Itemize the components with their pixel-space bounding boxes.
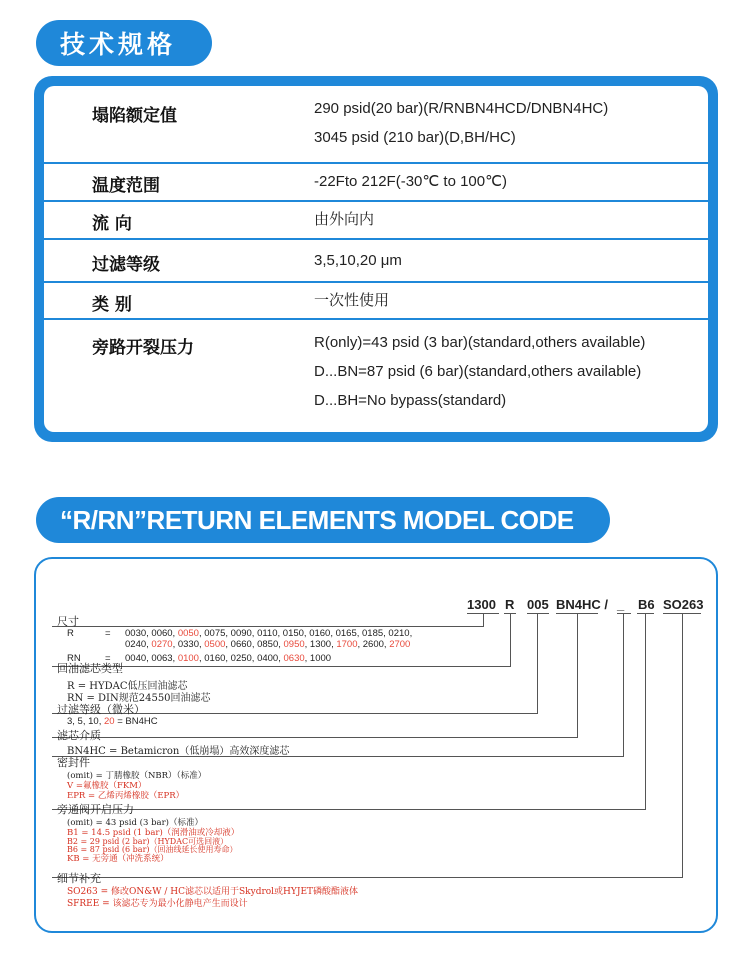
size-title: 尺寸 [57,615,79,628]
spec-label: 过滤等级 [92,255,160,275]
spec-label: 温度范围 [92,176,160,196]
connector-line [52,626,484,627]
spec-values [314,246,402,275]
size-rn-line: 0040, 0063, 0100, 0160, 0250, 0400, 0630, 1000 [125,653,332,664]
detail-sfree: SFREE = 该滤芯专为最小化静电产生而设计 [67,899,248,909]
code-underline [617,613,631,614]
spec-value: R(only)=43 psid (3 bar)(standard,others available) [314,334,646,351]
bypass-kb: KB = 无旁通（冲洗系统） [67,854,169,864]
spec-value: 由外向内 [314,211,375,228]
type-r: R = HYDAC低压回油滤芯 [67,681,188,692]
spec-values [314,286,389,315]
grade-line: 3, 5, 10, 20 = BN4HC [67,716,158,727]
equals-sign: = [105,653,111,664]
connector-line [682,613,683,877]
bypass-title: 旁通阀开启压力 [57,803,134,816]
spec-row-collapse-rating [44,86,708,162]
media-title: 滤芯介质 [57,729,101,742]
spec-values [314,94,608,152]
connector-line [623,613,624,756]
code-detail: SO263 [663,597,704,612]
seal-epr: EPR = 乙烯丙烯橡胶（EPR） [67,791,185,801]
grade-title: 过滤等级（微米） [57,703,145,716]
media-line: BN4HC = Betamicron（低崩塌）高效深度滤芯 [67,746,290,757]
code-media: BN4HC / [556,597,609,612]
type-rn: RN = DIN规范24550回油滤芯 [67,693,211,704]
detail-so263: SO263 = 修改ON&W / HC滤芯以适用于Skydrol或HYJET磷酸酯液体 [67,887,359,897]
bypass-b2: B2 = 29 psid (2 bar)（HYDAC可选回液） [67,837,229,846]
spec-value: D...BN=87 psid (6 bar)(standard,others available) [314,363,642,380]
spec-section-title: 技术规格 [36,20,212,66]
type-title: 回油滤芯类型 [57,662,123,675]
connector-line [577,613,578,737]
spec-value: 一次性使用 [314,292,390,309]
seal-omit: (omit) = 丁腈橡胶（NBR）（标准） [67,771,207,781]
spec-row-flow-direction [44,202,708,238]
spec-table [34,76,718,442]
spec-label: 流 向 [92,214,132,234]
spec-label: 塌陷额定值 [92,106,177,126]
bypass-b1: B1 = 14.5 psid (1 bar)（润滑油或冷却液） [67,828,240,838]
seal-title: 密封件 [57,756,90,769]
connector-line [483,613,484,626]
size-r-line2: 0240, 0270, 0330, 0500, 0660, 0850, 0950, 1300, 1700, 2600, 2700 [125,639,411,650]
connector-line [645,613,646,809]
code-seal: _ [617,597,625,612]
connector-line [52,809,646,810]
connector-line [537,613,538,713]
spec-row-temperature [44,164,708,200]
model-section-title: “R/RN”RETURN ELEMENTS MODEL CODE [36,497,610,543]
spec-label: 类 别 [92,295,132,315]
size-r-line1: 0030, 0060, 0050, 0075, 0090, 0110, 0150, 0160, 0165, 0185, 0210, [125,628,413,639]
code-type: R [505,597,515,612]
detail-title: 细节补充 [57,872,101,885]
spec-values [314,205,374,234]
bypass-b6: B6 = 87 psid (6 bar)（回油线延长使用寿命） [67,845,238,854]
spec-label: 旁路开裂压力 [92,338,194,358]
code-bypass: B6 [638,597,655,612]
spec-row-category [44,283,708,318]
spec-row-bypass-pressure [44,320,708,432]
spec-value: 290 psid(20 bar)(R/RNBN4HCD/DNBN4HC) [314,100,609,117]
spec-values [314,328,645,415]
bypass-omit: (omit) = 43 psid (3 bar)（标准） [67,818,203,828]
code-size: 1300 [467,597,496,612]
size-rn-label: RN [67,653,81,664]
spec-values [314,167,507,196]
size-r-label: R [67,628,74,639]
code-underline [527,613,549,614]
code-grade: 005 [527,597,549,612]
seal-v: V =氟橡胶（FKM） [67,781,147,791]
equals-sign: = [105,628,111,639]
spec-value: D...BH=No bypass(standard) [314,392,507,409]
connector-line [52,877,683,878]
spec-row-filtration-grade [44,240,708,281]
spec-value: 3045 psid (210 bar)(D,BH/HC) [314,129,516,146]
spec-value: 3,5,10,20 μm [314,252,402,269]
connector-line [510,613,511,666]
connector-line [52,737,578,738]
spec-value: -22Fto 212F(-30℃ to 100℃) [314,173,507,190]
